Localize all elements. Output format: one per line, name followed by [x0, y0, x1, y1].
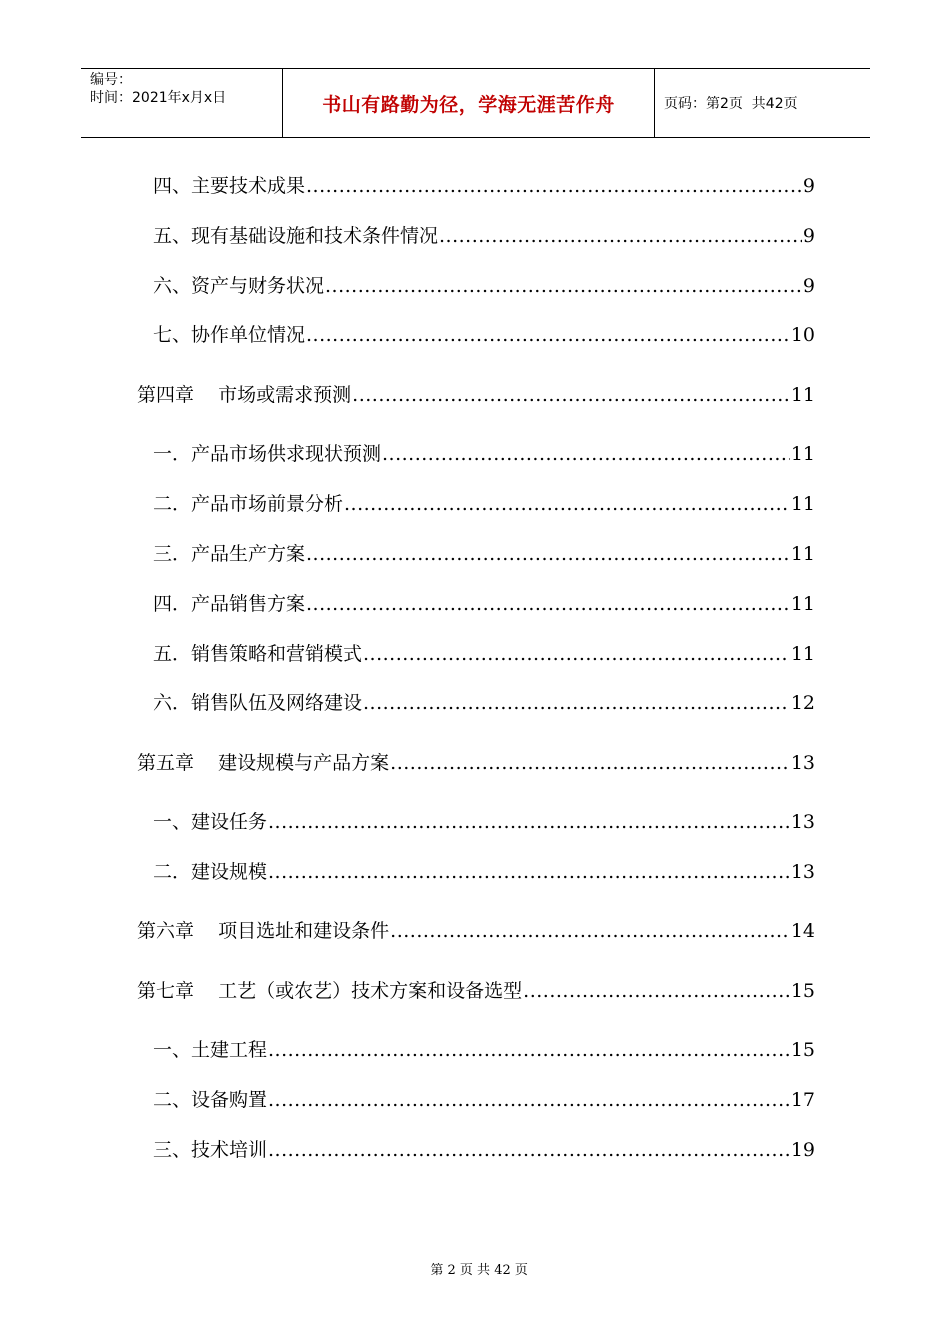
toc-entry[interactable] — [153, 808, 815, 836]
toc-leader-dots — [306, 590, 790, 618]
number-label: 编号： — [90, 72, 132, 88]
toc-entry-page: 13 — [790, 752, 815, 774]
page-info-text: 页码：第2页 共42页 — [664, 96, 798, 112]
toc-entry[interactable] — [153, 172, 815, 200]
toc-entry-label: 第六章 项目选址和建设条件 — [137, 920, 390, 942]
toc-entry-label: 四、主要技术成果 — [153, 175, 306, 197]
toc-leader-dots — [268, 808, 790, 836]
toc-entry-page: 11 — [790, 384, 815, 406]
toc-leader-dots — [306, 172, 802, 200]
toc-leader-dots — [268, 1036, 790, 1064]
toc-entry-label: 二．产品市场前景分析 — [153, 493, 344, 515]
header-meta — [81, 69, 282, 137]
toc-entry-page: 9 — [802, 275, 815, 297]
toc-entry-label: 第四章 市场或需求预测 — [137, 384, 352, 406]
toc-entry-label: 四．产品销售方案 — [153, 593, 306, 615]
toc-entry-label: 一．产品市场供求现状预测 — [153, 443, 382, 465]
toc-entry[interactable] — [137, 381, 815, 409]
toc-entry-page: 11 — [790, 593, 815, 615]
toc-entry[interactable] — [137, 977, 815, 1005]
toc-entry[interactable] — [153, 321, 815, 349]
toc-entry-page: 9 — [802, 225, 815, 247]
toc-entry-label: 第七章 工艺（或农艺）技术方案和设备选型 — [137, 980, 523, 1002]
toc-leader-dots — [268, 1086, 790, 1114]
toc-entry-page: 13 — [790, 861, 815, 883]
toc-entry-page: 15 — [790, 1039, 815, 1061]
header-page-info — [655, 69, 870, 137]
toc-leader-dots — [344, 490, 790, 518]
toc-entry-page: 11 — [790, 493, 815, 515]
toc-entry[interactable] — [153, 272, 815, 300]
toc-entry[interactable] — [153, 1036, 815, 1064]
toc-leader-dots — [363, 689, 790, 717]
toc-entry[interactable] — [153, 1136, 815, 1164]
toc-leader-dots — [382, 440, 790, 468]
toc-entry-label: 六、资产与财务状况 — [153, 275, 325, 297]
toc-leader-dots — [523, 977, 790, 1005]
toc-leader-dots — [268, 1136, 790, 1164]
time-label: 时间：2021年x月x日 — [90, 90, 227, 106]
toc-entry[interactable] — [153, 540, 815, 568]
toc-entry-label: 第五章 建设规模与产品方案 — [137, 752, 390, 774]
toc-entry[interactable] — [153, 689, 815, 717]
toc-entry[interactable] — [153, 1086, 815, 1114]
toc-entry[interactable] — [153, 440, 815, 468]
toc-entry-page: 10 — [790, 324, 815, 346]
toc-entry-page: 19 — [790, 1139, 815, 1161]
toc-entry-page: 17 — [790, 1089, 815, 1111]
toc-entry-label: 三．产品生产方案 — [153, 543, 306, 565]
toc-leader-dots — [325, 272, 802, 300]
toc-entry-label: 五、现有基础设施和技术条件情况 — [153, 225, 439, 247]
toc-entry[interactable] — [153, 222, 815, 250]
document-header — [81, 68, 870, 138]
toc-entry-label: 六．销售队伍及网络建设 — [153, 692, 363, 714]
toc-leader-dots — [268, 858, 790, 886]
footer-page-number: 第 2 页 共 42 页 — [430, 1263, 528, 1278]
toc-entry[interactable] — [153, 858, 815, 886]
toc-entry-label: 一、建设任务 — [153, 811, 268, 833]
toc-entry-page: 12 — [790, 692, 815, 714]
toc-entry[interactable] — [153, 640, 815, 668]
toc-entry-label: 三、技术培训 — [153, 1139, 268, 1161]
page-footer — [0, 1244, 950, 1278]
toc-entry-page: 15 — [790, 980, 815, 1002]
toc-entry-page: 11 — [790, 543, 815, 565]
toc-entry-page: 13 — [790, 811, 815, 833]
toc-leader-dots — [363, 640, 790, 668]
toc-entry-label: 二．建设规模 — [153, 861, 268, 883]
toc-entry[interactable] — [153, 490, 815, 518]
toc-entry-page: 11 — [790, 643, 815, 665]
toc-leader-dots — [390, 917, 790, 945]
toc-leader-dots — [306, 321, 790, 349]
toc-leader-dots — [352, 381, 790, 409]
toc-entry-page: 9 — [802, 175, 815, 197]
toc-leader-dots — [306, 540, 790, 568]
toc-entry[interactable] — [137, 749, 815, 777]
toc-entry-label: 五．销售策略和营销模式 — [153, 643, 363, 665]
header-motto: 书山有路勤为径，学海无涯苦作舟 — [282, 69, 655, 137]
toc-entry-page: 11 — [790, 443, 815, 465]
toc-entry-label: 一、土建工程 — [153, 1039, 268, 1061]
toc-entry-label: 二、设备购置 — [153, 1089, 268, 1111]
toc-leader-dots — [390, 749, 790, 777]
toc-entry[interactable] — [137, 917, 815, 945]
toc-entry-label: 七、协作单位情况 — [153, 324, 306, 346]
toc-leader-dots — [439, 222, 802, 250]
toc-entry-page: 14 — [790, 920, 815, 942]
toc-entry[interactable] — [153, 590, 815, 618]
